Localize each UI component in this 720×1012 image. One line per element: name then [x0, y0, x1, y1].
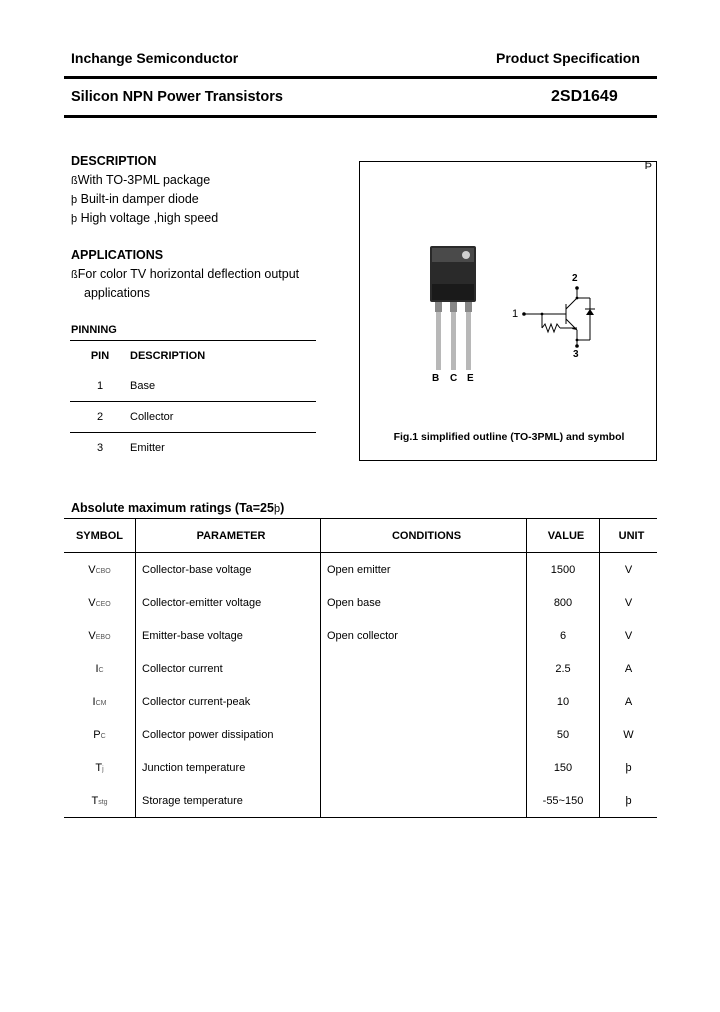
- conditions-cell: [321, 652, 527, 685]
- package-outline-icon: [424, 242, 484, 372]
- symbol-cell: VCEO: [88, 596, 111, 609]
- pin-description: Emitter: [130, 433, 316, 464]
- symbol-cell: IC: [95, 662, 104, 675]
- parameter-cell: Emitter-base voltage: [136, 619, 321, 652]
- figure-box: [359, 161, 657, 461]
- description-text: With TO-3PML package: [77, 173, 211, 187]
- description-title: DESCRIPTION: [71, 154, 157, 168]
- doc-type: Product Specification: [496, 50, 640, 66]
- conditions-cell: Open collector: [321, 619, 527, 652]
- conditions-cell: Open base: [321, 586, 527, 619]
- applications-text: For color TV horizontal deflection output: [77, 267, 300, 281]
- part-number: 2SD1649: [551, 88, 618, 105]
- table-row: [64, 586, 657, 619]
- pin-number: 1: [96, 380, 104, 392]
- symbol-col-header: SYMBOL: [64, 519, 136, 553]
- symbol-subscript: CM: [95, 699, 107, 707]
- applications-line2: applications: [84, 286, 151, 300]
- pin-col-header: PIN: [70, 341, 130, 372]
- unit-cell: V: [600, 619, 658, 652]
- symbol-subscript: C: [98, 666, 104, 674]
- conditions-cell: [321, 685, 527, 718]
- pin-label-e: E: [467, 373, 474, 384]
- table-row: [64, 619, 657, 652]
- applications-line1: [71, 267, 299, 281]
- description-item: [71, 192, 199, 206]
- value-cell: 6: [527, 619, 600, 652]
- applications-title: APPLICATIONS: [71, 248, 164, 262]
- unit-cell: W: [600, 718, 658, 751]
- pin-label-c: C: [450, 373, 458, 384]
- company-name: Inchange Semiconductor: [71, 50, 239, 66]
- symbol-subscript: EBO: [95, 633, 111, 641]
- bullet-glyph: þ: [71, 194, 78, 206]
- pin-number: 3: [70, 433, 130, 464]
- bullet-glyph: ß: [71, 269, 78, 281]
- pin-description: Base: [130, 380, 156, 392]
- description-text: Built-in damper diode: [80, 192, 199, 206]
- product-line: Silicon NPN Power Transistors: [71, 89, 283, 105]
- unit-cell: þ: [600, 751, 658, 784]
- table-row: [64, 652, 657, 685]
- symbol-cell: VCBO: [88, 563, 111, 576]
- conditions-cell: [321, 718, 527, 751]
- description-item: [71, 211, 218, 225]
- pinning-table: [70, 340, 316, 463]
- ratings-header-row: [64, 519, 657, 553]
- value-cell: 150: [527, 751, 600, 784]
- symbol-subscript: stg: [98, 798, 108, 806]
- figure-caption: Fig.1 simplified outline (TO-3PML) and symbol: [393, 431, 625, 443]
- value-cell: 800: [527, 586, 600, 619]
- table-row: [64, 718, 657, 751]
- parameter-cell: Collector-emitter voltage: [136, 586, 321, 619]
- ratings-table: [64, 518, 657, 818]
- conditions-col-header: CONDITIONS: [321, 519, 527, 553]
- unit-cell: V: [600, 586, 658, 619]
- parameter-cell: Collector-base voltage: [136, 553, 321, 587]
- symbol-cell: Tstg: [64, 784, 136, 818]
- pin-number: 2: [70, 402, 130, 433]
- conditions-cell: [321, 751, 527, 784]
- symbol-pin-emitter: 3: [573, 349, 579, 360]
- pinning-header-row: [70, 341, 316, 372]
- table-row: [70, 402, 316, 433]
- table-row: [64, 685, 657, 718]
- bullet-glyph: ß: [71, 175, 78, 187]
- unit-cell: þ: [600, 784, 658, 818]
- value-cell: -55~150: [527, 784, 600, 818]
- description-item: [71, 173, 210, 187]
- parameter-col-header: PARAMETER: [136, 519, 321, 553]
- value-cell: 10: [527, 685, 600, 718]
- degree-celsius-glyph: þ: [273, 503, 281, 515]
- symbol-subscript: j: [102, 765, 104, 773]
- ratings-title: [71, 501, 284, 515]
- desc-col-header: DESCRIPTION: [130, 341, 316, 372]
- pin-description: Collector: [130, 402, 316, 433]
- parameter-cell: Collector power dissipation: [136, 718, 321, 751]
- conditions-cell: Open emitter: [321, 553, 527, 587]
- header-rule-top: [64, 76, 657, 79]
- symbol-subscript: CEO: [95, 600, 111, 608]
- header-rule-bottom: [64, 115, 657, 118]
- table-row: [70, 371, 316, 402]
- unit-col-header: UNIT: [600, 519, 658, 553]
- value-cell: 1500: [527, 553, 600, 587]
- parameter-cell: Collector current-peak: [136, 685, 321, 718]
- table-row: [64, 553, 657, 587]
- value-cell: 50: [527, 718, 600, 751]
- table-row: [64, 784, 657, 818]
- conditions-cell: [321, 784, 527, 818]
- symbol-cell: VEBO: [88, 629, 111, 642]
- symbol-pin-collector: 2: [572, 273, 578, 284]
- table-row: [64, 751, 657, 784]
- corner-mark: Þ: [644, 160, 652, 172]
- pin-label-b: B: [432, 373, 440, 384]
- table-row: [70, 433, 316, 464]
- pinning-title: PINNING: [71, 324, 117, 336]
- symbol-cell: Tj: [95, 761, 104, 774]
- symbol-subscript: CBO: [95, 567, 111, 575]
- ratings-title-prefix: Absolute maximum ratings (Ta=25: [71, 501, 274, 515]
- value-cell: 2.5: [527, 652, 600, 685]
- parameter-cell: Storage temperature: [136, 784, 321, 818]
- unit-cell: V: [600, 553, 658, 587]
- npn-transistor-symbol-icon: [520, 284, 600, 352]
- symbol-pin-base: 1: [512, 308, 519, 320]
- value-col-header: VALUE: [527, 519, 600, 553]
- bullet-glyph: þ: [71, 213, 78, 225]
- parameter-cell: Junction temperature: [136, 751, 321, 784]
- description-text: High voltage ,high speed: [80, 211, 219, 225]
- symbol-subscript: C: [100, 732, 106, 740]
- parameter-cell: Collector current: [136, 652, 321, 685]
- ratings-title-suffix: ): [280, 501, 285, 515]
- symbol-cell: ICM: [92, 695, 107, 708]
- symbol-cell: PC: [93, 728, 106, 741]
- unit-cell: A: [600, 685, 658, 718]
- unit-cell: A: [600, 652, 658, 685]
